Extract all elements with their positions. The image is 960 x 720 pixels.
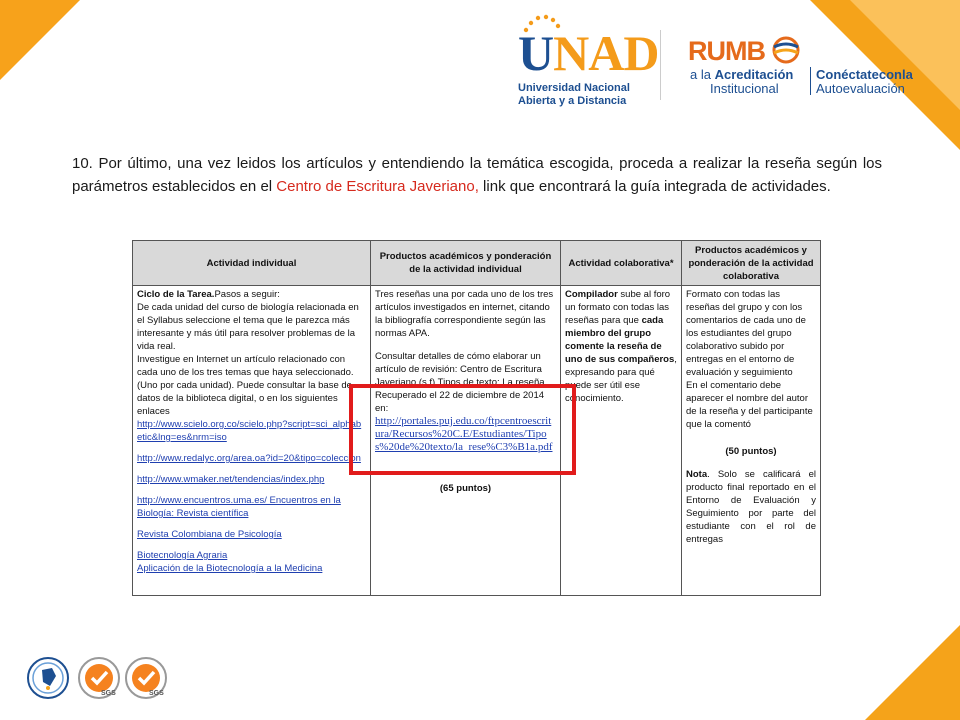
spacer bbox=[137, 541, 366, 549]
rumbo-acreditacion: Acreditación bbox=[714, 67, 794, 82]
unad-name-line1: Universidad Nacional bbox=[518, 82, 630, 94]
instruction-paragraph bbox=[72, 152, 882, 198]
spacer bbox=[686, 431, 816, 445]
compilador-bold: Compilador bbox=[565, 289, 618, 300]
link-javeriana-resena[interactable]: http://portales.puj.edu.co/ftpcentroescritura/Recursos%20C.E/Estudiantes/Tipos%20de%20texto/la_rese%C3%B1a.pdf bbox=[375, 415, 553, 453]
spacer bbox=[137, 486, 366, 494]
link-encuentros[interactable]: http://www.encuentros.uma.es/ Encuentros en la Biología: Revista científica bbox=[137, 495, 341, 519]
points-individual: (65 puntos) bbox=[439, 483, 492, 494]
colombia-seal-icon bbox=[26, 656, 70, 700]
nota-body: . Solo se calificará el producto final reportado en el Entorno de Evaluación y Seguimiento por parte del estudiante con el rol de entregas bbox=[686, 469, 816, 545]
rumbo-logo bbox=[688, 36, 928, 96]
instruction-text-before: 10. Por último, una vez leidos los artículos y entendiendo la temática escogida, proceda a realizar la reseña según los parámetros establecidos en el bbox=[72, 155, 882, 195]
rumbo-divider bbox=[810, 67, 811, 95]
colaborativa-text bbox=[565, 288, 677, 405]
centro-escritura-link[interactable]: Centro de Escritura Javeriano, bbox=[276, 178, 479, 195]
points-colaborativa: (50 puntos) bbox=[725, 446, 777, 457]
link-biotecnologia-agraria[interactable]: Biotecnología Agraria bbox=[137, 550, 228, 561]
spacer bbox=[137, 520, 366, 528]
productos-p1: Tres reseñas una por cada uno de los tres artículos investigados en internet, citando la bibliografía correspondiente según las normas APA. bbox=[375, 289, 554, 339]
cell-productos-colaborativa bbox=[682, 286, 821, 596]
header-productos-individual: Productos académicos y ponderación de la actividad individual bbox=[371, 241, 561, 286]
spacer bbox=[375, 340, 556, 350]
colaborativa-text2: , expresando para qué puede ser útil ese conocimiento. bbox=[565, 354, 677, 404]
nota-text bbox=[686, 468, 816, 546]
cell-actividad-individual bbox=[133, 286, 371, 596]
ciclo-title-bold: Ciclo de la Tarea. bbox=[137, 289, 215, 300]
productos-p2: Consultar detalles de cómo elaborar un artículo de revisión: Centro de Escritura Javeriano (s.f) Tipos de texto: La reseña. Recuperado el 22 de diciembre de 2014 en: bbox=[375, 351, 548, 414]
ciclo-body: De cada unidad del curso de biología relacionada en el Syllabus seleccione el tema que le parezca más interesante y más útil para resolver problemas de la vida real. bbox=[137, 302, 359, 352]
prod-colab-p1: Formato con todas las reseñas del grupo y con los comentarios de cada uno de los estudiantes del grupo colaborativo subido por entregas en el entorno de evaluación y seguimiento bbox=[686, 289, 806, 378]
header-actividad-individual: Actividad individual bbox=[133, 241, 371, 286]
globe-icon bbox=[772, 36, 800, 64]
corner-decoration-bottom-right bbox=[865, 625, 960, 720]
rumbo-autoevaluacion: Autoevaluación bbox=[816, 81, 905, 96]
rumbo-wordmark: RUMB bbox=[688, 36, 765, 66]
spacer bbox=[137, 465, 366, 473]
logo-divider bbox=[660, 30, 661, 100]
header-actividad-colaborativa: Actividad colaborativa* bbox=[561, 241, 682, 286]
ciclo-title bbox=[137, 288, 366, 301]
unad-name-line2: Abierta y a Distancia bbox=[518, 95, 627, 107]
ciclo-body2: Investigue en Internet un artículo relacionado con cada uno de los tres temas que haya seleccionado. (Uno por cada unidad). Puede consultar la base de datos de la biblioteca digital, o en los siguientes enlaces bbox=[137, 354, 354, 417]
spacer bbox=[686, 458, 816, 468]
header-productos-colaborativa: Productos académicos y ponderación de la actividad colaborativa bbox=[682, 241, 821, 286]
instruction-text-after: link que encontrará la guía integrada de actividades. bbox=[478, 178, 831, 195]
colaborativa-text1: sube al foro un formato con todas las reseñas para que bbox=[565, 289, 671, 326]
unad-wordmark bbox=[518, 25, 659, 81]
unad-letters-nad: NAD bbox=[553, 25, 659, 81]
rumbo-prefix: a la bbox=[690, 67, 715, 82]
link-revista-psicologia[interactable]: Revista Colombiana de Psicología bbox=[137, 529, 282, 540]
table-header-row bbox=[133, 241, 821, 286]
unad-letter-u: U bbox=[518, 25, 554, 81]
corner-decoration-top-left bbox=[0, 0, 80, 80]
link-scielo[interactable]: http://www.scielo.org.co/scielo.php?script=sci_alphabetic&lng=es&nrm=iso bbox=[137, 419, 362, 443]
colaborativa-bold2: cada miembro del grupo comente la reseña de uno de sus compañeros bbox=[565, 315, 675, 365]
sgs-label-1: SGS bbox=[101, 690, 116, 697]
link-redalyc[interactable]: http://www.redalyc.org/area.oa?id=20&tipo=coleccion bbox=[137, 453, 361, 464]
unad-logo bbox=[518, 14, 659, 109]
link-wmaker[interactable]: http://www.wmaker.net/tendencias/index.php bbox=[137, 474, 325, 485]
rumbo-subtitle-line1 bbox=[690, 67, 793, 82]
prod-colab-p2: En el comentario debe aparecer el nombre del autor de la reseña y del participante que la comentó bbox=[686, 380, 813, 430]
link-biotecnologia-medicina[interactable]: Aplicación de la Biotecnología a la Medicina bbox=[137, 563, 323, 574]
ciclo-title-rest: Pasos a seguir: bbox=[214, 289, 280, 300]
cell-actividad-colaborativa bbox=[561, 286, 682, 596]
nota-bold: Nota bbox=[686, 469, 708, 480]
rumbo-conectate: Conéctateconla bbox=[816, 67, 913, 82]
spacer bbox=[137, 444, 366, 452]
rumbo-subtitle-line2: Institucional bbox=[710, 81, 779, 96]
sgs-label-2: SGS bbox=[149, 690, 164, 697]
highlight-box bbox=[349, 384, 576, 475]
